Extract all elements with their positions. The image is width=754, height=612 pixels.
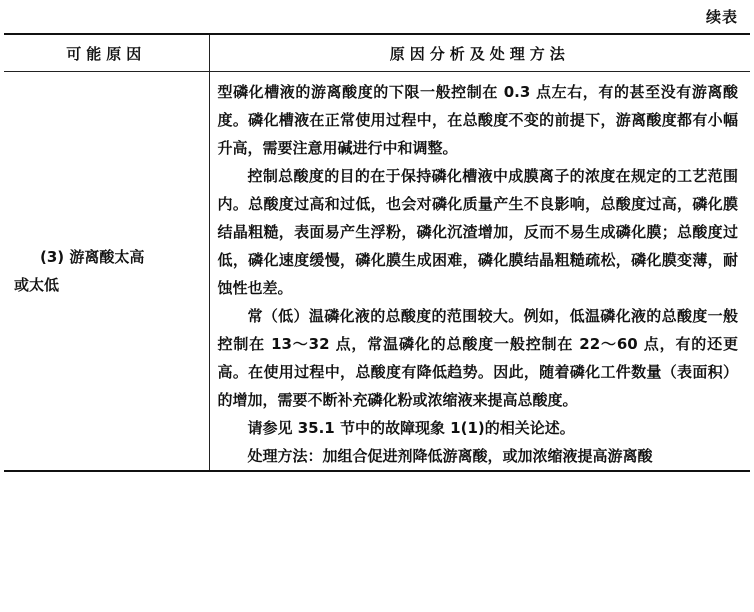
- header-possible-cause: 可能原因: [4, 34, 209, 72]
- cause-text-line2: 或太低: [14, 276, 60, 294]
- troubleshooting-table: [4, 33, 750, 472]
- table-row: [4, 72, 750, 472]
- treatment-method-label: 处理方法：: [247, 447, 323, 465]
- analysis-paragraph-4: 请参见 35.1 节中的故障现象 1(1)的相关论述。: [247, 419, 575, 437]
- header-analysis-and-method: 原因分析及处理方法: [209, 34, 750, 72]
- cause-cell: [4, 72, 209, 472]
- continued-table-label: 续表: [705, 8, 738, 26]
- treatment-method-text: 加组合促进剂降低游离酸，或加浓缩液提高游离酸: [322, 447, 653, 465]
- analysis-paragraph-3: 常（低）温磷化液的总酸度的范围较大。例如，低温磷化液的总酸度一般控制在 13～32 点，常温磷化的总酸度一般控制在 22～60 点，有的还更高。在使用过程中，总酸度有降低趋势。因此，随着磷化工件数量（表面积）的增加，需要不断补充磷化粉或浓缩液来提高总酸度。: [217, 307, 738, 409]
- analysis-cell: [209, 72, 750, 472]
- analysis-paragraph-1: 型磷化槽液的游离酸度的下限一般控制在 0.3 点左右，有的甚至没有游离酸度。磷化槽液在正常使用过程中，在总酸度不变的前提下，游离酸度都有小幅升高，需要注意用碱进行中和调整。: [217, 83, 738, 157]
- analysis-paragraph-2: 控制总酸度的目的在于保持磷化槽液中成膜离子的浓度在规定的工艺范围内。总酸度过高和过低，也会对磷化质量产生不良影响，总酸度过高，磷化膜结晶粗糙，表面易产生浮粉，磷化沉渣增加，反而不易生成磷化膜；总酸度过低，磷化速度缓慢，磷化膜生成困难，磷化膜结晶粗糙疏松，磷化膜变薄，耐蚀性也差。: [217, 167, 738, 297]
- treatment-method-paragraph: [218, 442, 739, 470]
- cause-text-line1: (3) 游离酸太高: [40, 248, 145, 266]
- table-header-row: [4, 34, 750, 72]
